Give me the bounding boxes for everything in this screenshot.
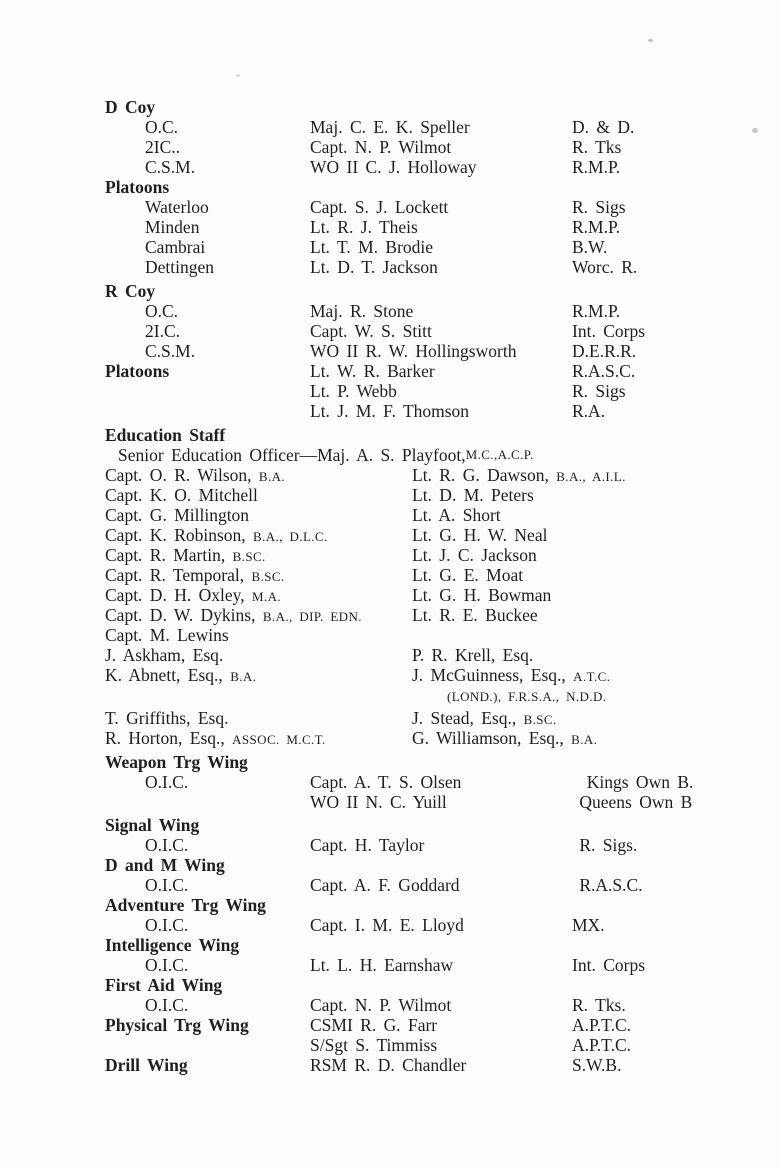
officer-name: WO II R. W. Hollingsworth: [310, 341, 517, 361]
section-header: First Aid Wing: [105, 975, 223, 995]
staff-row: [105, 565, 780, 585]
scan-speck: [648, 39, 653, 42]
role-label: C.S.M.: [145, 341, 196, 361]
officer-name: Capt. A. F. Goddard: [310, 875, 460, 895]
roster-row: [105, 835, 780, 855]
role-label: [105, 401, 310, 421]
roster-row: [105, 237, 780, 257]
staff-name: T. Griffiths, Esq.: [105, 708, 229, 728]
staff-right: [412, 685, 606, 705]
post-nominals: B.A.: [258, 469, 286, 484]
post-nominals: B.A., A.I.L.: [556, 469, 626, 484]
staff-right: [412, 485, 534, 505]
post-nominals: A.T.C.: [573, 669, 611, 684]
section-education: [105, 425, 780, 445]
regiment: D. & D.: [572, 117, 635, 137]
post-nominals: B.A., DIP. EDN.: [262, 609, 362, 624]
staff-row: [105, 625, 780, 645]
platoon-label: Cambrai: [145, 237, 206, 257]
roster-row: [105, 117, 780, 137]
staff-name: Capt. M. Lewins: [105, 625, 229, 645]
staff-name: J. McGuinness, Esq.,: [412, 665, 574, 685]
post-nominals: B.SC.: [251, 569, 285, 584]
section-header: Intelligence Wing: [105, 935, 240, 955]
staff-left: [105, 465, 412, 485]
staff-right: [412, 645, 533, 665]
staff-left: [105, 565, 412, 585]
staff-right: [412, 565, 523, 585]
staff-name: Lt. D. M. Peters: [412, 485, 534, 505]
staff-right: [412, 708, 557, 728]
regiment: Int. Corps: [572, 955, 645, 975]
staff-name: K. Abnett, Esq.,: [105, 665, 231, 685]
section-signal-wing: [105, 815, 780, 835]
roster-row: [105, 915, 780, 935]
staff-name: Lt. A. Short: [412, 505, 501, 525]
officer-name: Lt. L. H. Earnshaw: [310, 955, 454, 975]
staff-name: Capt. R. Martin,: [105, 545, 233, 565]
staff-row: [105, 708, 780, 728]
section-d-and-m-wing: [105, 855, 780, 875]
roster-row: [105, 157, 780, 177]
section-weapon-trg-wing: [105, 752, 780, 772]
officer-name: Lt. D. T. Jackson: [310, 257, 438, 277]
senior-officer-text: Senior Education Officer—Maj. A. S. Playfoot,: [118, 445, 466, 465]
staff-row: [105, 605, 780, 625]
staff-right: [412, 585, 551, 605]
regiment: A.P.T.C.: [572, 1015, 631, 1035]
officer-name: WO II N. C. Yuill: [310, 792, 447, 812]
role-label: O.I.C.: [145, 955, 189, 975]
roster-row: [105, 197, 780, 217]
roster-row: [105, 321, 780, 341]
platoon-label: Waterloo: [145, 197, 209, 217]
senior-education-officer-line: [105, 445, 780, 465]
role-label: O.I.C.: [145, 772, 189, 792]
section-drill-wing: [105, 1055, 780, 1075]
platoon-label: Dettingen: [145, 257, 215, 277]
officer-name: Maj. C. E. K. Speller: [310, 117, 470, 137]
roster-row: [105, 792, 780, 812]
section-adventure-trg-wing: [105, 895, 780, 915]
officer-name: Lt. W. R. Barker: [310, 361, 435, 381]
staff-left: [105, 625, 412, 645]
staff-row: [105, 665, 780, 685]
role-label: [105, 381, 310, 401]
staff-left: [105, 728, 412, 748]
roster-row: [105, 217, 780, 237]
staff-row: [105, 505, 780, 525]
staff-row-continuation: [105, 685, 780, 705]
officer-name: S/Sgt S. Timmiss: [310, 1035, 438, 1055]
staff-name: Capt. R. Temporal,: [105, 565, 252, 585]
regiment: Int. Corps: [572, 321, 645, 341]
regiment: R. Sigs: [572, 197, 626, 217]
regiment: R.M.P.: [572, 157, 621, 177]
scan-speck: [752, 128, 758, 133]
staff-right: [412, 605, 538, 625]
staff-name: R. Horton, Esq.,: [105, 728, 233, 748]
staff-left: [105, 585, 412, 605]
role-label: O.C.: [145, 117, 179, 137]
staff-name: Capt. G. Millington: [105, 505, 250, 525]
staff-name: J. Askham, Esq.: [105, 645, 224, 665]
staff-row: [105, 525, 780, 545]
role-label: O.I.C.: [145, 915, 189, 935]
role-label: C.S.M.: [145, 157, 196, 177]
officer-name: Capt. I. M. E. Lloyd: [310, 915, 464, 935]
staff-name: Capt. D. H. Oxley,: [105, 585, 252, 605]
staff-row: [105, 728, 780, 748]
staff-right: [412, 545, 537, 565]
officer-name: Lt. P. Webb: [310, 381, 397, 401]
post-nominals: B.A.: [571, 732, 598, 747]
staff-left: [105, 708, 412, 728]
regiment: R. Sigs: [572, 381, 626, 401]
roster-row: [105, 1035, 780, 1055]
section-header: Platoons: [105, 361, 170, 381]
section-r-coy: [105, 281, 780, 301]
officer-name: Lt. R. J. Theis: [310, 217, 418, 237]
officer-name: Capt. H. Taylor: [310, 835, 425, 855]
section-header: Signal Wing: [105, 815, 200, 835]
roster-row: [105, 361, 780, 381]
regiment: R. Sigs.: [572, 835, 638, 855]
regiment: MX.: [572, 915, 605, 935]
roster-row: [105, 257, 780, 277]
post-nominals: B.A.: [230, 669, 257, 684]
section-header: Drill Wing: [105, 1055, 188, 1075]
staff-name: J. Stead, Esq.,: [412, 708, 524, 728]
staff-row: [105, 465, 780, 485]
post-nominals: (LOND.), F.R.S.A., N.D.D.: [447, 689, 607, 704]
regiment: R.M.P.: [572, 217, 621, 237]
staff-right: [412, 665, 610, 685]
regiment: B.W.: [572, 237, 608, 257]
staff-name: P. R. Krell, Esq.: [412, 645, 534, 665]
staff-name: Lt. J. C. Jackson: [412, 545, 537, 565]
roster-row: [105, 875, 780, 895]
section-header: Adventure Trg Wing: [105, 895, 266, 915]
roster-row: [105, 401, 780, 421]
post-nominals: B.SC.: [523, 712, 557, 727]
section-header: Education Staff: [105, 425, 226, 445]
staff-name: Capt. K. Robinson,: [105, 525, 254, 545]
section-physical-trg-wing: [105, 1015, 780, 1035]
post-nominals: M.C.,A.C.P.: [465, 447, 534, 462]
post-nominals: M.A.: [251, 589, 282, 604]
staff-left: [105, 545, 412, 565]
officer-name: RSM R. D. Chandler: [310, 1055, 467, 1075]
staff-name: Lt. R. E. Buckee: [412, 605, 538, 625]
staff-row: [105, 545, 780, 565]
role-label: [105, 792, 310, 812]
roster-row: [105, 381, 780, 401]
section-intelligence-wing: [105, 935, 780, 955]
officer-name: Capt. N. P. Wilmot: [310, 137, 452, 157]
section-header: D Coy: [105, 97, 156, 117]
platoon-label: Minden: [145, 217, 200, 237]
roster-row: [105, 137, 780, 157]
staff-right: [412, 505, 501, 525]
staff-left: [105, 485, 412, 505]
officer-name: Capt. A. T. S. Olsen: [310, 772, 462, 792]
officer-name: Capt. S. J. Lockett: [310, 197, 449, 217]
role-label: [105, 1035, 310, 1055]
regiment: Queens Own B: [572, 792, 693, 812]
officer-name: WO II C. J. Holloway: [310, 157, 477, 177]
officer-name: Capt. W. S. Stitt: [310, 321, 432, 341]
section-d-platoons: [105, 177, 780, 197]
staff-name: Lt. G. H. W. Neal: [412, 525, 548, 545]
staff-right: [412, 465, 626, 485]
role-label: O.I.C.: [145, 835, 189, 855]
staff-name: Capt. K. O. Mitchell: [105, 485, 258, 505]
section-d-coy: [105, 97, 780, 117]
staff-row: [105, 645, 780, 665]
role-label: O.C.: [145, 301, 179, 321]
post-nominals: B.SC.: [232, 549, 266, 564]
staff-name: Lt. G. E. Moat: [412, 565, 524, 585]
staff-left: [105, 645, 412, 665]
role-label: O.I.C.: [145, 875, 189, 895]
regiment: R. Tks: [572, 137, 622, 157]
regiment: R.M.P.: [572, 301, 621, 321]
post-nominals: B.A., D.L.C.: [253, 529, 328, 544]
staff-right: [412, 728, 597, 748]
regiment: R.A.S.C.: [572, 875, 643, 895]
regiment: S.W.B.: [572, 1055, 622, 1075]
role-label: 2IC..: [145, 137, 180, 157]
section-header: Physical Trg Wing: [105, 1015, 249, 1035]
role-label: O.I.C.: [145, 995, 189, 1015]
post-nominals: ASSOC. M.C.T.: [232, 732, 326, 747]
regiment: A.P.T.C.: [572, 1035, 631, 1055]
regiment: R. Tks.: [572, 995, 626, 1015]
officer-name: Capt. N. P. Wilmot: [310, 995, 452, 1015]
section-first-aid-wing: [105, 975, 780, 995]
regiment: R.A.S.C.: [572, 361, 636, 381]
roster-row: [105, 301, 780, 321]
regiment: Kings Own B.: [572, 772, 694, 792]
staff-row: [105, 585, 780, 605]
staff-name: Capt. D. W. Dykins,: [105, 605, 263, 625]
section-header: D and M Wing: [105, 855, 225, 875]
officer-name: Lt. T. M. Brodie: [310, 237, 434, 257]
officer-name: CSMI R. G. Farr: [310, 1015, 438, 1035]
staff-name: Capt. O. R. Wilson,: [105, 465, 259, 485]
officer-name: Lt. J. M. F. Thomson: [310, 401, 470, 421]
roster-row: [105, 995, 780, 1015]
staff-left: [105, 505, 412, 525]
roster-row: [105, 341, 780, 361]
section-header: R Coy: [105, 281, 156, 301]
regiment: D.E.R.R.: [572, 341, 637, 361]
staff-row: [105, 485, 780, 505]
staff-left: [105, 665, 412, 685]
regiment: R.A.: [572, 401, 606, 421]
staff-right: [412, 525, 547, 545]
staff-name: Lt. R. G. Dawson,: [412, 465, 557, 485]
staff-name: Lt. G. H. Bowman: [412, 585, 552, 605]
section-header: Platoons: [105, 177, 170, 197]
staff-left: [105, 525, 412, 545]
staff-name: G. Williamson, Esq.,: [412, 728, 572, 748]
section-header: Weapon Trg Wing: [105, 752, 248, 772]
role-label: 2I.C.: [145, 321, 180, 341]
staff-left: [105, 685, 412, 705]
officer-name: Maj. R. Stone: [310, 301, 414, 321]
staff-left: [105, 605, 412, 625]
roster-row: [105, 955, 780, 975]
regiment: Worc. R.: [572, 257, 638, 277]
scan-speck: [236, 74, 240, 77]
roster-row: [105, 772, 780, 792]
